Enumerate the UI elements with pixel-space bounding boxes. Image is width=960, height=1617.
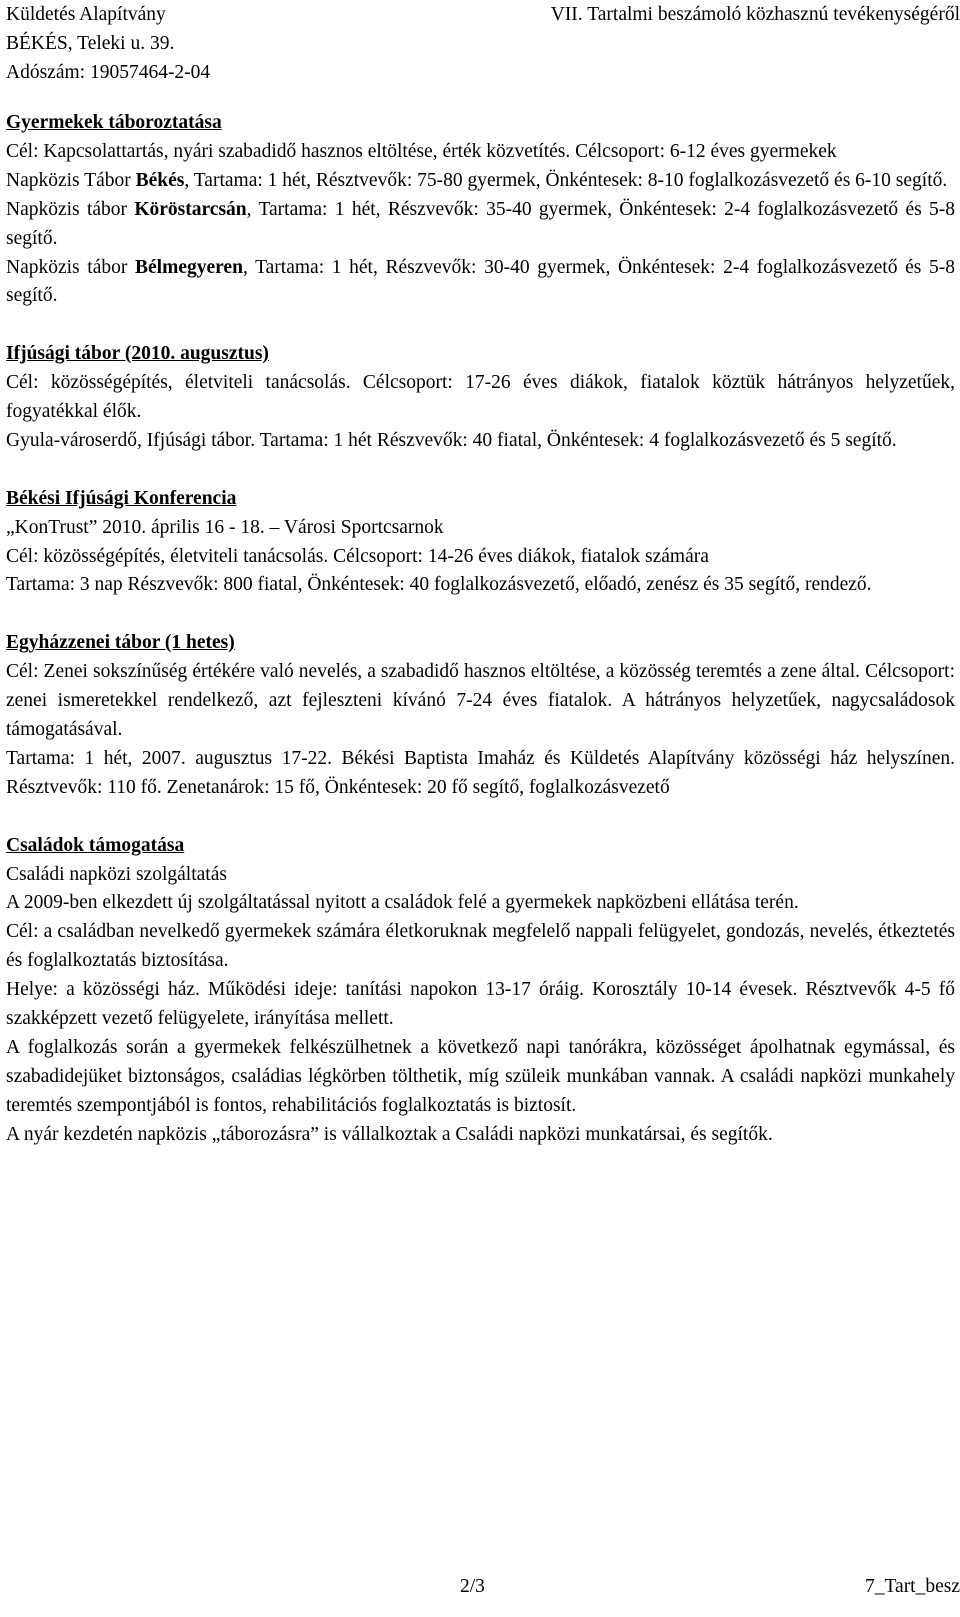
paragraph: Helye: a közösségi ház. Működési ideje: tanítási napokon 13-17 óráig. Korosztály 10-14 évesek. Résztvevők 4-5 fő szakképzett vezető felügyelete, irányítása mellett. (6, 979, 955, 1030)
section-title: Családok támogatása (6, 834, 185, 856)
section-title: Békési Ifjúsági Konferencia (6, 487, 237, 509)
section-church-music-camp (6, 629, 955, 802)
goal-text: Cél: Zenei sokszínűség értékére való nevelés, a szabadidő hasznos eltöltése, a közösség teremtés a zene által. Célcsoport: zenei ismeretekkel rendelkező, azt fejleszteni kívánó 7-24 éves fiatalok. A hátrányos helyzetűek, nagycsaládosok támogatásával. (6, 661, 955, 740)
camp-location: Bélmegyeren (135, 256, 243, 278)
goal-text: Cél: Kapcsolattartás, nyári szabadidő hasznos eltöltése, érték közvetítés. Célcsoport: 6-12 éves gyermekek (6, 140, 837, 162)
camp-location: Köröstarcsán (134, 198, 247, 220)
report-title: VII. Tartalmi beszámoló közhasznú tevékenységéről (550, 4, 960, 25)
document-body (6, 109, 955, 1150)
section-family-support (6, 832, 955, 1150)
details-text: Tartama: 3 nap Részvevők: 800 fiatal, Önkéntesek: 40 foglalkozásvezető, előadó, zenész és 35 segítő, rendező. (6, 574, 872, 596)
organization-address: BÉKÉS, Teleki u. 39. (6, 33, 175, 54)
details-text: Gyula-városerdő, Ifjúsági tábor. Tartama: 1 hét Részvevők: 40 fiatal, Önkéntesek: 4 foglalkozásvezető és 5 segítő. (6, 429, 897, 451)
paragraph: A foglalkozás során a gyermekek felkészülhetnek a következő napi tanórákra, közösséget ápolhatnak egymással, és szabadidejüket biztonságos, családias légkörben tölthetik, míg szüleik munkában vannak. A családi napközi munkahely teremtés szempontjából is fontos, rehabilitációs foglalkoztatás is biztosít. (6, 1036, 955, 1116)
paragraph: A 2009-ben elkezdett új szolgáltatással nyitott a családok felé a gyermekek napközbeni ellátása terén. (6, 892, 799, 914)
details-text: Tartama: 1 hét, 2007. augusztus 17-22. Békési Baptista Imaház és Küldetés Alapítvány közösségi ház helyszínen. Résztvevők: 110 fő. Zenetanárok: 15 fő, Önkéntesek: 20 fő segítő, foglalkozásvezető (6, 747, 955, 798)
goal-text: Cél: közösségépítés, életviteli tanácsolás. Célcsoport: 17-26 éves diákok, fiatalok köztük hátrányos helyzetűek, fogyatékkal élők. (6, 372, 955, 423)
section-children-camps (6, 109, 955, 311)
paragraph: A nyár kezdetén napközis „táborozásra” is vállalkoztak a Családi napközi munkatársai, és segítők. (6, 1123, 773, 1145)
camp-location: Békés (135, 169, 185, 191)
camp-item: Napközis tábor Köröstarcsán, Tartama: 1 hét, Részvevők: 35-40 gyermek, Önkéntesek: 2-4 foglalkozásvezető és 5-8 segítő. (6, 198, 955, 249)
event-text: „KonTrust” 2010. április 16 - 18. – Városi Sportcsarnok (6, 516, 444, 538)
organization-block (6, 0, 210, 87)
section-title: Egyházzenei tábor (1 hetes) (6, 632, 235, 654)
section-youth-camp (6, 340, 955, 456)
organization-name: Küldetés Alapítvány (6, 4, 166, 25)
page-number: 2/3 (460, 1576, 485, 1597)
camp-item: Napközis tábor Bélmegyeren, Tartama: 1 hét, Részvevők: 30-40 gyermek, Önkéntesek: 2-4 foglalkozásvezető és 5-8 segítő. (6, 256, 955, 307)
subtitle-text: Családi napközi szolgáltatás (6, 863, 227, 885)
page-header (0, 0, 960, 86)
section-title: Ifjúsági tábor (2010. augusztus) (6, 343, 269, 365)
page-footer (0, 1576, 960, 1608)
camp-item: Napközis Tábor Békés, Tartama: 1 hét, Résztvevők: 75-80 gyermek, Önkéntesek: 8-10 foglalkozásvezető és 6-10 segítő. (6, 169, 948, 191)
document-id: 7_Tart_besz (864, 1576, 960, 1597)
section-title: Gyermekek táboroztatása (6, 112, 222, 133)
tax-id: Adószám: 19057464-2-04 (6, 62, 211, 83)
goal-text: Cél: közösségépítés, életviteli tanácsolás. Célcsoport: 14-26 éves diákok, fiatalok számára (6, 545, 709, 567)
paragraph: Cél: a családban nevelkedő gyermekek számára életkoruknak megfelelő nappali felügyelet, gondozás, nevelés, étkeztetés és foglalkoztatás biztosítása. (6, 921, 955, 972)
section-youth-conference (6, 485, 955, 601)
